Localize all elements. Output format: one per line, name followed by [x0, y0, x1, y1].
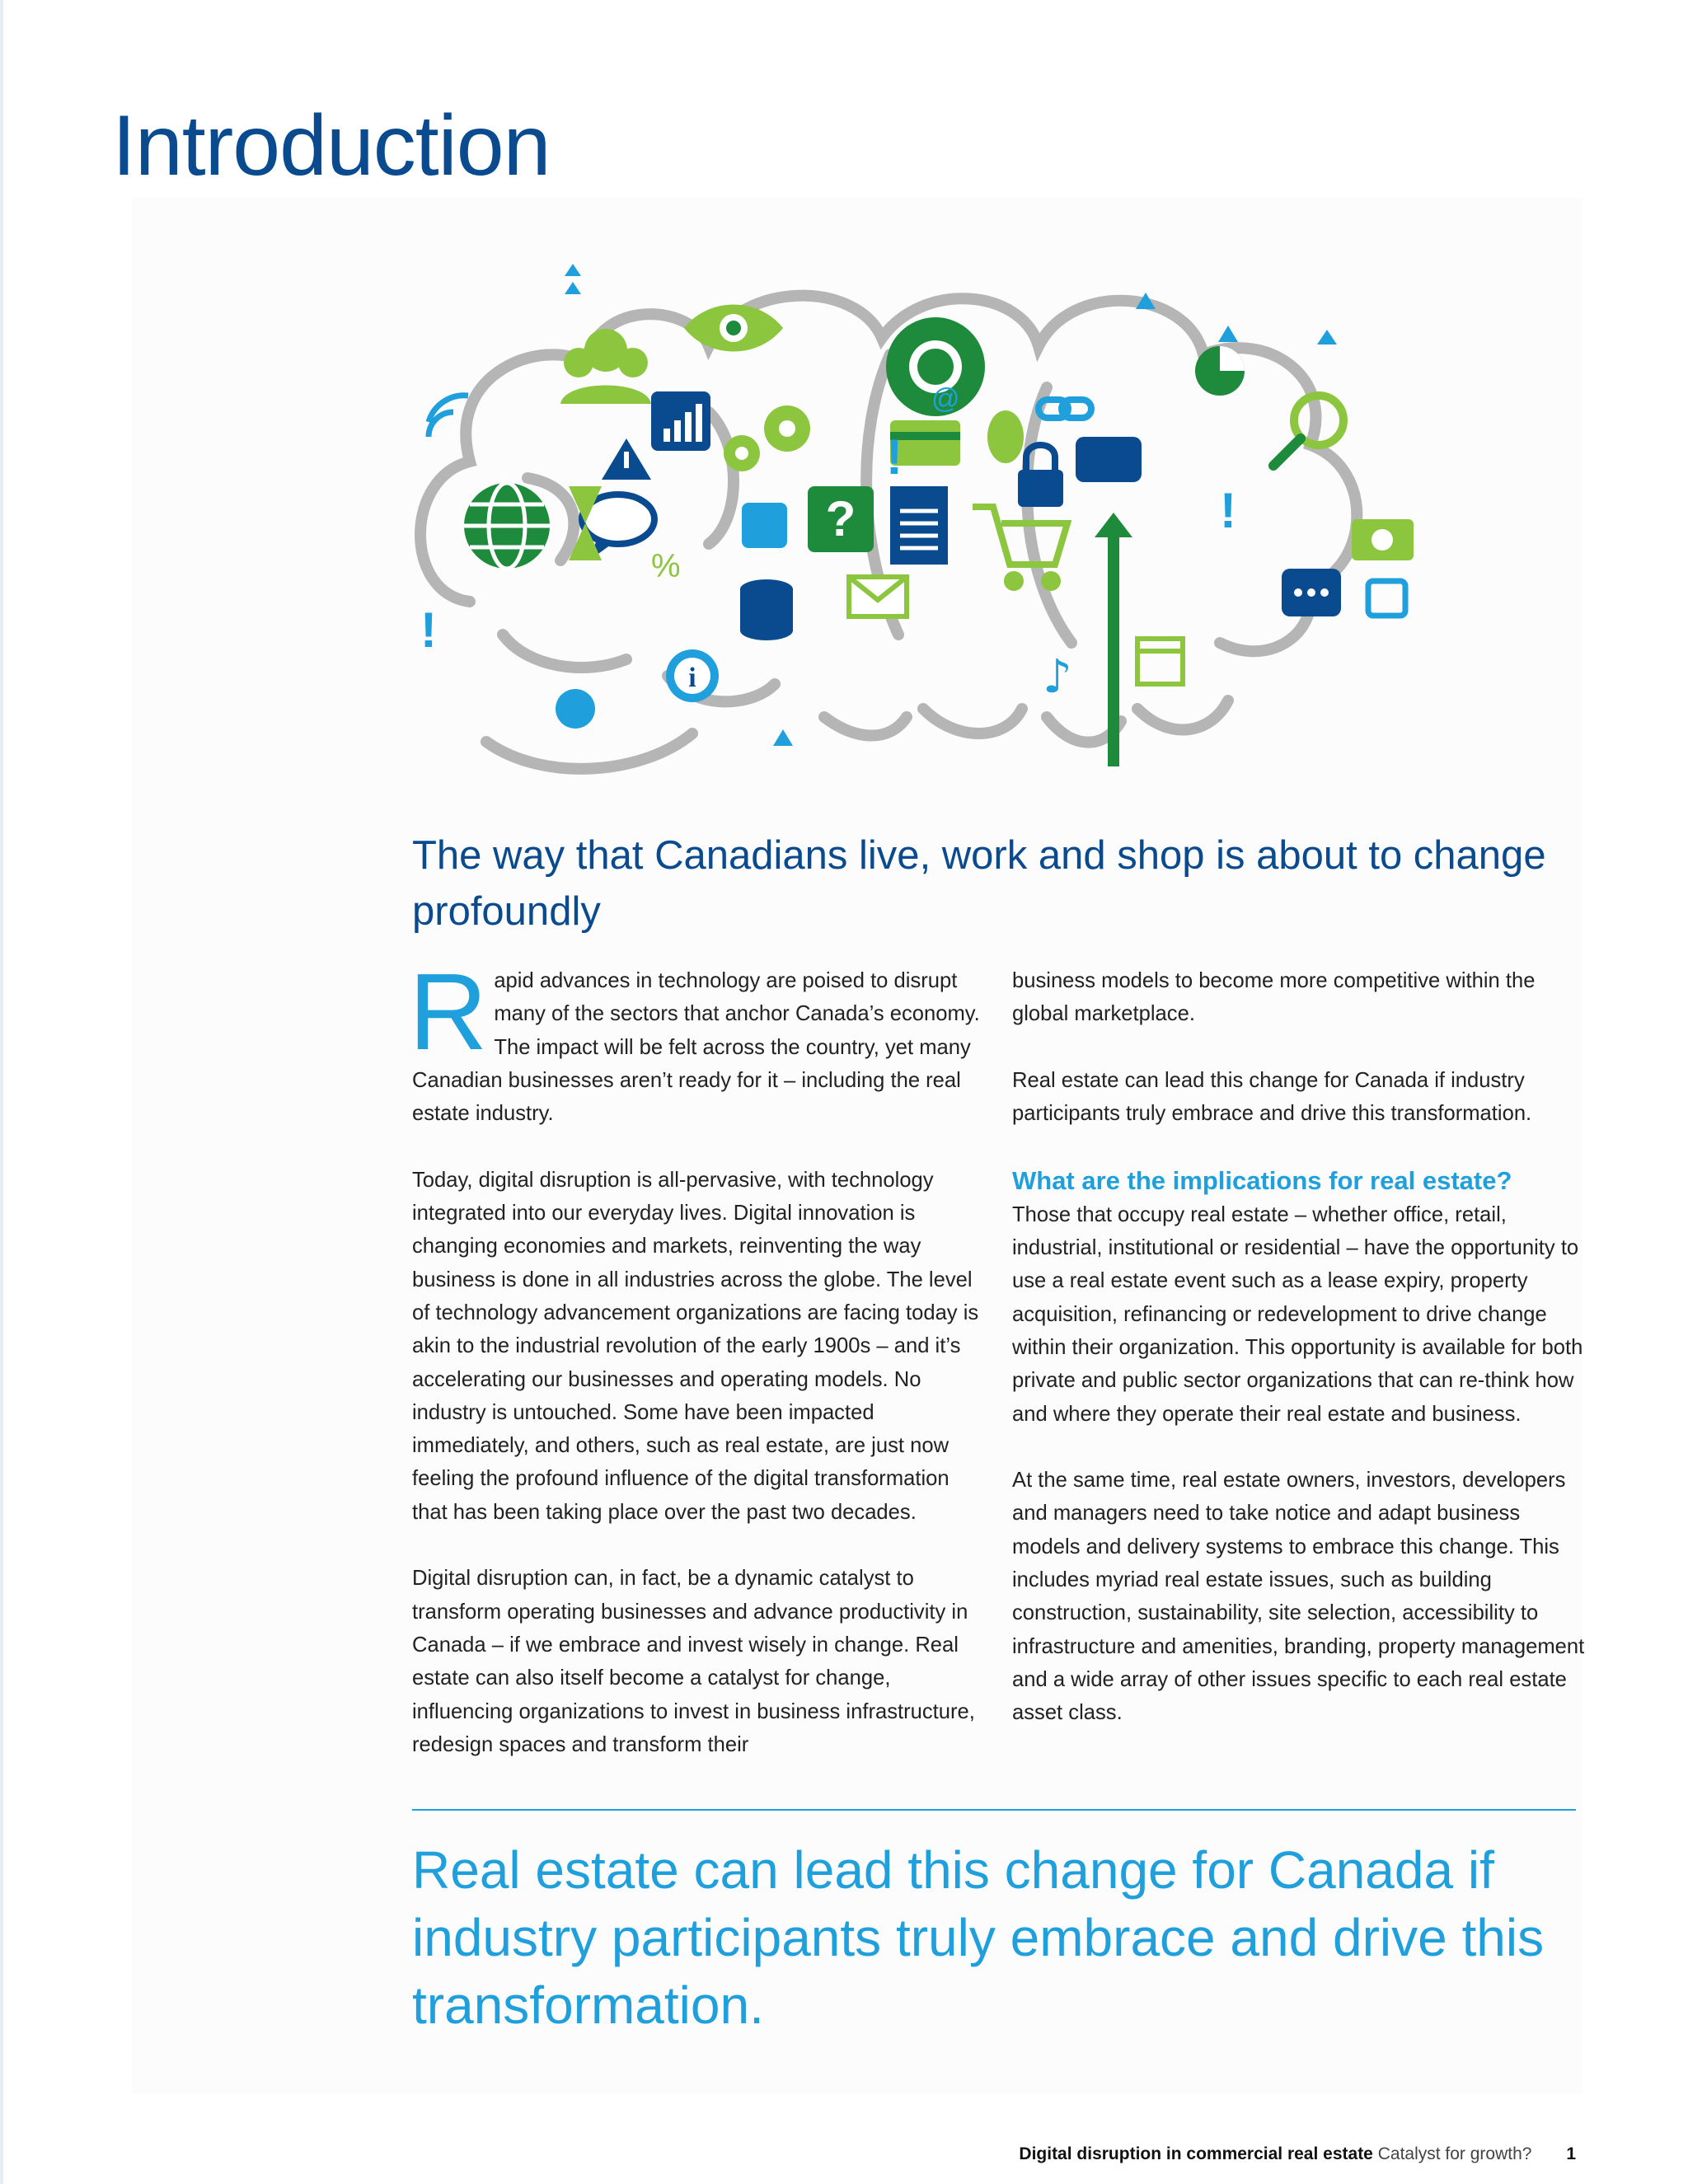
tape-measure-icon: [1076, 437, 1142, 482]
small-gears-icon: [724, 405, 810, 471]
envelope-icon: [849, 577, 907, 616]
footer-subtitle: Catalyst for growth?: [1377, 2144, 1532, 2163]
implications-heading: What are the implications for real estate?: [1012, 1165, 1512, 1195]
pull-quote: Real estate can lead this change for Canada if industry participants truly embrace and drive this transformation.: [412, 1840, 1545, 2035]
body-paragraph: Real estate can lead this change for Canada if industry participants truly embrace and drive this transformation.: [1012, 1068, 1532, 1126]
exclamation-icon: !: [420, 602, 437, 658]
page-number: 1: [1566, 2144, 1576, 2163]
people-group-icon: [560, 329, 651, 404]
chain-link-icon: [1039, 400, 1091, 418]
body-paragraph-text: apid advances in technology are poised to disrupt many of the sectors that anchor Canada’s economy. The impact will be felt across the country, yet many Canadian businesses aren’t ready for it – including the real estate industry.: [412, 969, 980, 1126]
body-column-right: [1012, 964, 1589, 1763]
digital-cloud-illustration: [396, 247, 1467, 808]
question-icon: [808, 486, 874, 552]
eye-icon: [684, 305, 783, 352]
bar-chart-icon: [651, 391, 710, 451]
drop-cap: R: [409, 951, 488, 1072]
database-icon: [740, 579, 793, 640]
svg-text:?: ?: [825, 491, 856, 546]
body-paragraph: Those that occupy real estate – whether office, retail, industrial, institutional or residential – have the opportunity to use a real estate event such as a lease expiry, property acquisition, refinancing or redevelopment to drive change within their organization. This opportunity is available for both private and public sector organizations that can re-think how and where they operate their real estate and business.: [1012, 1202, 1583, 1426]
lock-icon: [1018, 445, 1063, 507]
exclamation-icon: !: [1220, 483, 1236, 538]
puzzle-icon: [742, 503, 787, 548]
percent-icon: %: [651, 548, 681, 584]
body-paragraph: [409, 951, 989, 1130]
body-paragraph: Digital disruption can, in fact, be a dynamic catalyst to transform operating businesses and advance productivity in Canada – if we embrace and invest wisely in change. Real estate can also itself become a catalyst for change, influencing organizations to invest in business infrastructure, redesign spaces and transform their: [412, 1567, 975, 1756]
footer-document-title: Digital disruption in commercial real estate: [1019, 2144, 1373, 2163]
body-paragraph: Today, digital disruption is all-pervasive, with technology integrated into our everyday lives. Digital innovation is changing economies and markets, reinventing the way business is done in all industries across the globe. The level of technology advancement organizations are facing today is akin to the industrial revolution of the early 1900s – and it’s accelerating our businesses and operating models. No industry is untouched. Some have been impacted immediately, and others, such as real estate, are just now feeling the profound influence of the digital transformation that has been taking place over the past two decades.: [412, 1168, 979, 1524]
globe-icon: [464, 483, 550, 569]
section-subheading: The way that Canadians live, work and shop is about to change profoundly: [412, 833, 1546, 934]
padlock-icon: [1368, 581, 1405, 616]
page-title: Introduction: [112, 98, 551, 194]
pie-chart-icon: [1195, 346, 1245, 396]
upward-arrow-icon: [1095, 513, 1132, 766]
at-sign-icon: @: [931, 383, 960, 415]
chat-icon: [1282, 569, 1341, 616]
divider-rule: [412, 1809, 1576, 1811]
document-icon: [890, 486, 948, 565]
camera-icon: [1352, 519, 1414, 560]
music-note-icon: ♪: [1043, 650, 1072, 704]
body-paragraph: At the same time, real estate owners, investors, developers and managers need to take notice and adapt business models and delivery systems to embrace this change. This includes myriad real estate issues, such as building construction, sustainability, site selection, accessibility to infrastructure and amenities, branding, property management and a wide array of other issues specific to each real estate asset class.: [1012, 1469, 1585, 1725]
body-paragraph: business models to become more competitive within the global marketplace.: [1012, 969, 1536, 1026]
page-footer: [1019, 2144, 1576, 2164]
exclamation-icon: !: [886, 429, 903, 485]
calendar-icon: [1137, 639, 1183, 684]
body-column-left: [409, 951, 989, 1794]
mouse-icon: [987, 410, 1024, 463]
shopping-cart-icon: [973, 507, 1067, 588]
info-icon: [666, 649, 719, 702]
share-icon: [556, 689, 595, 729]
svg-text:i: i: [688, 663, 696, 693]
page-edge: [0, 0, 3, 2184]
warning-icon: [602, 438, 651, 480]
